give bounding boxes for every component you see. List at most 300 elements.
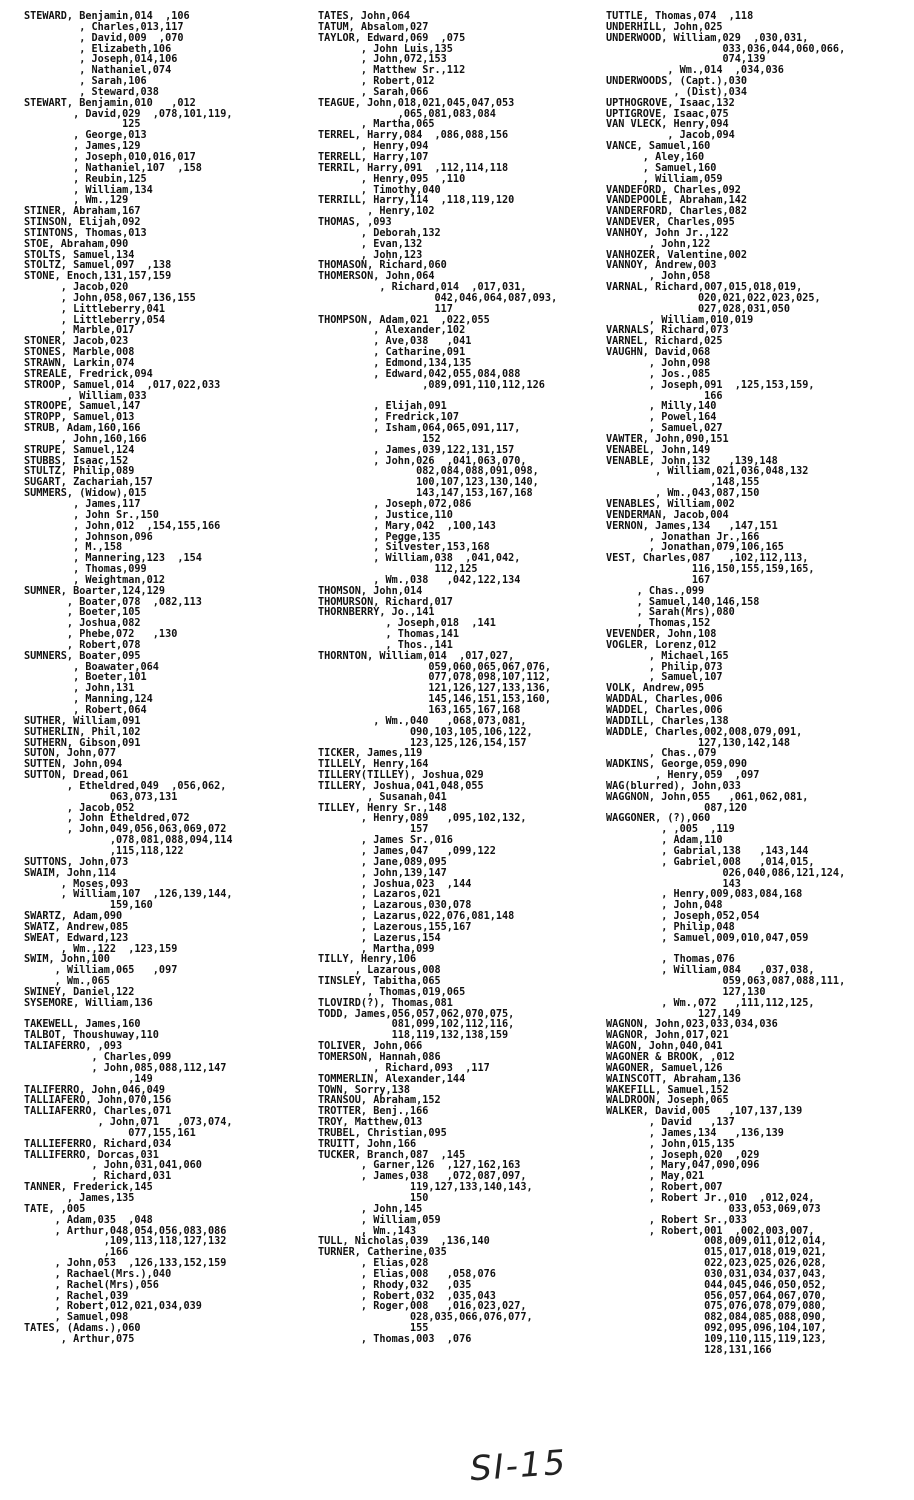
index-entry-line: VANCE, Samuel,160 <box>606 141 711 153</box>
index-entry-line: SUMNERS, Boater,095 <box>24 650 141 662</box>
index-entry-line: TILLERY, Joshua,041,048,055 <box>318 780 484 792</box>
index-entry-line: UPTHOGROVE, Isaac,132 <box>606 97 735 109</box>
index-entry-line: WAGONER & BROOK, ,012 <box>606 1052 735 1063</box>
index-entry-line: , William,059 <box>606 173 723 185</box>
index-entry-line: 100,107,123,130,140, <box>318 477 539 489</box>
index-entry-line: , Rachel(Mrs),056 <box>24 1279 159 1291</box>
index-entry-line: 022,023,025,026,028, <box>606 1258 827 1270</box>
index-entry-line: , Joseph,052,054 <box>606 911 760 923</box>
index-entry-line: , Jos.,085 <box>606 368 711 380</box>
index-entry-line: , Wm.,122 ,123,159 <box>24 943 178 955</box>
index-entry-line: , Steward,038 <box>24 86 159 98</box>
index-entry-line: WALDROON, Joseph,065 <box>606 1095 729 1107</box>
index-entry-line: , Rachel,039 <box>24 1290 129 1302</box>
index-entry-line: , Wm.,038 ,042,122,134 <box>318 574 521 586</box>
index-entry-line: , William,038 ,041,042, <box>318 553 521 565</box>
index-entry-line: , William,134 <box>24 184 153 196</box>
index-entry-line: SUTHERLIN, Phil,102 <box>24 726 141 738</box>
index-entry-line: , Gabriel,008 ,014,015, <box>606 856 815 868</box>
index-entry-line: , Jacob,094 <box>606 130 735 142</box>
index-entry-line: TALLIFERRO, Dorcas,031 <box>24 1149 159 1161</box>
index-entry-line: , Thomas,019,065 <box>318 986 466 998</box>
index-entry-line: , Henry,095 ,110 <box>318 173 466 185</box>
index-entry-line: , William,010,019 <box>606 314 754 326</box>
index-entry-line: 128,131,166 <box>606 1344 772 1356</box>
index-entry-line: , Silvester,153,168 <box>318 542 490 554</box>
index-entry-line: , Adam,035 ,048 <box>24 1214 153 1226</box>
index-entry-line: 027,028,031,050 <box>606 303 791 315</box>
index-entry-line: , Richard,031 <box>24 1171 172 1183</box>
index-entry-line: , Samuel,160 <box>606 162 717 174</box>
index-entry-line: 127,130 <box>606 986 766 998</box>
index-entry-line: , Wm.,040 ,068,073,081, <box>318 715 527 727</box>
index-entry-line: 163,165,167,168 <box>318 705 521 716</box>
index-entry-line: TROY, Matthew,013 <box>318 1117 423 1129</box>
index-entry-line: UPTIGROVE, Isaac,075 <box>606 108 729 120</box>
index-entry-line: , Justice,110 <box>318 509 453 521</box>
index-entry-line: 044,045,046,050,052, <box>606 1279 827 1291</box>
index-entry-line: , John Sr.,150 <box>24 509 159 521</box>
index-entry-line: 143,147,153,167,168 <box>318 488 533 500</box>
index-entry-line: ,115,118,122 <box>24 845 184 857</box>
index-entry-line: , Evan,132 <box>318 238 423 250</box>
index-entry-line: SUTTEN, John,094 <box>24 759 123 771</box>
index-entry-line: UNDERWOODS, (Capt.),030 <box>606 76 748 88</box>
index-entry-line: , Sarah,066 <box>318 86 429 98</box>
index-entry-line: TICKER, James,119 <box>318 748 423 760</box>
index-entry-line: TILLEY, Henry Sr.,148 <box>318 802 447 814</box>
index-entry-line: , John,123 <box>318 249 423 261</box>
index-entry-line: , Mary,047,090,096 <box>606 1160 760 1172</box>
index-entry-line: , Charles,013,117 <box>24 21 184 33</box>
index-entry-line: TRUBEL, Christian,095 <box>318 1127 447 1139</box>
index-entry-line: , Wm.,014 ,034,036 <box>606 65 784 77</box>
index-entry-line: , Timothy,040 <box>318 184 441 196</box>
index-entry-line: , ,005 ,119 <box>606 824 735 836</box>
index-entry-line: , Robert Jr.,010 ,012,024, <box>606 1192 815 1204</box>
index-entry-line: , John,026 ,041,063,070, <box>318 455 527 467</box>
index-entry-line: , Thomas,003 ,076 <box>318 1333 472 1345</box>
index-entry-line: 125 <box>24 119 141 131</box>
index-entry-line: STULTZ, Philip,089 <box>24 466 135 478</box>
index-entry-line: , John,012 ,154,155,166 <box>24 520 221 532</box>
index-entry-line: TOWN, Sorry,138 <box>318 1084 411 1096</box>
index-entry-line: , Martha,099 <box>318 943 435 955</box>
index-entry-line: , James,134 ,136,139 <box>606 1127 784 1139</box>
index-entry-line: , Lazarous,030,078 <box>318 900 472 912</box>
index-entry-line: 087,120 <box>606 802 748 814</box>
index-entry-line: , Littleberry,054 <box>24 314 166 326</box>
index-entry-line: , Joseph,091 ,125,153,159, <box>606 379 815 391</box>
index-entry-line: WADDEL, Charles,006 <box>606 705 723 716</box>
index-entry-line: VARNAL, Richard,007,015,018,019, <box>606 282 803 294</box>
index-entry-line: 082,084,085,088,090, <box>606 1312 827 1324</box>
index-entry-line: SUTTON, Dread,061 <box>24 770 129 782</box>
index-entry-line: TOLIVER, John,066 <box>318 1041 423 1053</box>
index-entry-line: , Wm.,065 <box>24 976 110 988</box>
index-entry-line: ,166 <box>24 1247 129 1259</box>
index-entry-line: 020,021,022,023,025, <box>606 292 821 304</box>
index-entry-line: 008,009,011,012,014, <box>606 1236 827 1248</box>
index-entry-line: VEST, Charles,087 ,102,112,113, <box>606 553 809 565</box>
index-entry-line: STRUB, Adam,160,166 <box>24 423 141 435</box>
index-entry-line: 030,031,034,037,043, <box>606 1268 827 1280</box>
index-entry-line: , Deborah,132 <box>318 227 441 239</box>
index-entry-line: TURNER, Catherine,035 <box>318 1247 447 1259</box>
index-entry-line: , John,160,166 <box>24 433 147 445</box>
index-entry-line: , Joseph,010,016,017 <box>24 151 196 163</box>
index-entry-line: 166 <box>606 390 723 402</box>
index-entry-line: , John,048 <box>606 900 723 912</box>
index-entry-line: , Sarah,106 <box>24 76 147 88</box>
index-column-1 <box>24 12 314 1346</box>
index-entry-line: STOE, Abraham,090 <box>24 238 129 250</box>
index-entry-line: STROOP, Samuel,014 ,017,022,033 <box>24 379 221 391</box>
index-entry-line: SWAIM, John,114 <box>24 867 117 879</box>
index-entry-line: STROOPE, Samuel,147 <box>24 401 141 413</box>
index-entry-line: TODD, James,056,057,062,070,075, <box>318 1008 515 1020</box>
index-entry-line: TERREL, Harry,084 ,086,088,156 <box>318 130 509 142</box>
index-entry-line: , John,098 <box>606 358 711 369</box>
index-entry-line: , Jacob,020 <box>24 282 129 294</box>
index-entry-line: , William,059 <box>318 1214 441 1226</box>
index-entry-line: 118,119,132,138,159 <box>318 1030 509 1042</box>
index-entry-line: , Lazerus,154 <box>318 932 441 944</box>
index-column-2 <box>318 12 614 1346</box>
index-entry-line: WAGNOR, John,017,021 <box>606 1030 729 1042</box>
index-entry-line: STRUPE, Samuel,124 <box>24 444 135 456</box>
index-entry-line: , Robert,007 <box>606 1182 723 1194</box>
index-entry-line: WAGONER, Samuel,126 <box>606 1062 723 1074</box>
index-entry-line: , Matthew Sr.,112 <box>318 65 466 77</box>
index-entry-line: UNDERWOOD, William,029 ,030,031, <box>606 32 809 44</box>
index-entry-line: , Fredrick,107 <box>318 412 460 424</box>
index-entry-line: STINER, Abraham,167 <box>24 206 141 218</box>
index-entry-line: TLOVIRD(?), Thomas,081 <box>318 997 453 1009</box>
index-entry-line: , James,117 <box>24 498 141 510</box>
index-entry-line: , Samuel,027 <box>606 423 723 435</box>
index-entry-line: VENDERMAN, Jacob,004 <box>606 509 729 521</box>
index-entry-line: , John,058 <box>606 271 711 283</box>
index-entry-line: , Henry,009,083,084,168 <box>606 889 803 901</box>
index-entry-line: , Philip,048 <box>606 921 735 933</box>
index-entry-line: , Wm.,143 <box>318 1225 417 1237</box>
index-entry-line: 056,057,064,067,070, <box>606 1290 827 1302</box>
index-entry-line: , Weightman,012 <box>24 574 166 586</box>
index-entry-line: VENABLES, William,002 <box>606 498 735 510</box>
index-entry-line: , Chas.,079 <box>606 748 717 760</box>
index-entry-line: , Elizabeth,106 <box>24 43 172 55</box>
index-entry-line: TOMERSON, Hannah,086 <box>318 1052 441 1063</box>
index-entry-line: VAUGHN, David,068 <box>606 347 711 359</box>
index-entry-line: 121,126,127,133,136, <box>318 683 552 695</box>
index-entry-line: SWIM, John,100 <box>24 954 110 966</box>
index-entry-line: STEWARD, Benjamin,014 ,106 <box>24 11 190 22</box>
index-entry-line: , Jane,089,095 <box>318 856 447 868</box>
index-entry-line: 116,150,155,159,165, <box>606 564 815 576</box>
index-entry-line: SWINEY, Daniel,122 <box>24 986 135 998</box>
index-entry-line: 028,035,066,076,077, <box>318 1312 533 1324</box>
index-entry-line: , Alexander,102 <box>318 325 466 337</box>
index-entry-line: 077,078,098,107,112, <box>318 672 552 684</box>
index-entry-line: , Philip,073 <box>606 661 723 673</box>
index-entry-line: TERRIL, Harry,091 ,112,114,118 <box>318 162 509 174</box>
index-entry-line: , William,065 ,097 <box>24 965 178 977</box>
index-entry-line: 063,073,131 <box>24 791 178 803</box>
index-entry-line: ,065,081,083,084 <box>318 108 496 120</box>
index-entry-line: , Wm.,043,087,150 <box>606 488 760 500</box>
index-entry-line: 109,110,115,119,123, <box>606 1333 827 1345</box>
index-entry-line: TOMMERLIN, Alexander,144 <box>318 1073 466 1085</box>
index-entry-line: , John,015,135 <box>606 1138 735 1150</box>
index-entry-line: , Joseph,072,086 <box>318 498 472 510</box>
index-entry-line: , Robert,032 ,035,043 <box>318 1290 496 1302</box>
index-entry-line: , John,145 <box>318 1203 423 1215</box>
index-entry-line: TUCKER, Branch,087 ,145 <box>318 1149 466 1161</box>
index-entry-line: TALIAFERRO, ,093 <box>24 1041 123 1053</box>
index-entry-line: , Samuel,107 <box>606 672 723 684</box>
index-entry-line: TALBOT, Thoushuway,110 <box>24 1030 159 1042</box>
index-entry-line: , May,021 <box>606 1171 705 1183</box>
index-entry-line: , Joseph,018 ,141 <box>318 618 496 630</box>
index-entry-line: 127,130,142,148 <box>606 737 791 749</box>
index-entry-line: 155 <box>318 1323 429 1335</box>
index-entry-line: 074,139 <box>606 54 766 66</box>
index-entry-line: WAGON, John,040,041 <box>606 1041 723 1053</box>
index-entry-line: , Lazerous,155,167 <box>318 921 472 933</box>
index-entry-line: , John,058,067,136,155 <box>24 292 196 304</box>
index-entry-line: , Boeter,105 <box>24 607 141 619</box>
index-entry-line: , Rhody,032 ,035 <box>318 1279 472 1291</box>
index-entry-line: , Nathaniel,107 ,158 <box>24 162 202 174</box>
index-entry-line: UNDERHILL, John,025 <box>606 21 723 33</box>
index-entry-line: , John,122 <box>606 238 711 250</box>
index-entry-line: VAN VLECK, Henry,094 <box>606 119 729 131</box>
index-entry-line: VANDERFORD, Charles,082 <box>606 206 748 218</box>
index-entry-line: , Joshua,023 ,144 <box>318 878 472 890</box>
index-entry-line: 015,017,018,019,021, <box>606 1247 827 1259</box>
index-entry-line: SYSEMORE, William,136 <box>24 997 153 1009</box>
index-entry-line: , Lazarous,008 <box>318 965 441 977</box>
index-entry-line: STONER, Jacob,023 <box>24 336 129 348</box>
index-entry-line: STOLTS, Samuel,134 <box>24 249 135 261</box>
index-entry-line: STUBBS, Isaac,152 <box>24 455 129 467</box>
index-entry-line: STROPP, Samuel,013 <box>24 412 135 424</box>
index-entry-line: , John Etheldred,072 <box>24 813 190 825</box>
index-entry-line: STREALE, Fredrick,094 <box>24 368 153 380</box>
index-entry-line: , Robert,064 <box>24 705 147 716</box>
index-entry-line: , James,129 <box>24 141 141 153</box>
index-entry-line: TERRILL, Harry,114 ,118,119,120 <box>318 195 515 207</box>
index-entry-line: , George,013 <box>24 130 147 142</box>
index-entry-line: , John,071 ,073,074, <box>24 1117 233 1129</box>
index-entry-line: 033,053,069,073 <box>606 1203 821 1215</box>
index-column-3 <box>606 12 910 1357</box>
index-entry-line: , Richard,093 ,117 <box>318 1062 490 1074</box>
index-entry-line: , Mannering,123 ,154 <box>24 553 202 565</box>
index-entry-line: , Edward,042,055,084,088 <box>318 368 521 380</box>
index-entry-line: STOLTZ, Samuel,097 ,138 <box>24 260 172 272</box>
index-entry-line: WADDILL, Charles,138 <box>606 715 729 727</box>
index-entry-line: TALLIAFERRO, Charles,071 <box>24 1106 172 1118</box>
index-entry-line: VANHOZER, Valentine,002 <box>606 249 748 261</box>
index-entry-line: TRUITT, John,166 <box>318 1138 417 1150</box>
index-entry-line: , Milly,140 <box>606 401 717 413</box>
index-entry-line: , Wm.,129 <box>24 195 129 207</box>
index-entry-line: VARNEL, Richard,025 <box>606 336 723 348</box>
index-entry-line: , Sarah(Mrs),080 <box>606 607 735 619</box>
index-entry-line: ,078,081,088,094,114 <box>24 835 233 847</box>
index-entry-line: VOGLER, Lorenz,012 <box>606 639 717 651</box>
index-entry-line: , Thos.,141 <box>318 639 453 651</box>
index-entry-line: 033,036,044,060,066, <box>606 43 846 55</box>
index-entry-line: SUTHERN, Gibson,091 <box>24 737 141 749</box>
index-entry-line: , James,135 <box>24 1192 135 1204</box>
index-entry-line: , Isham,064,065,091,117, <box>318 423 521 435</box>
index-entry-line: , Lazaros,021 <box>318 889 441 901</box>
index-entry-line: 112,125 <box>318 564 478 576</box>
index-entry-line: TATUM, Absalom,027 <box>318 21 429 33</box>
index-entry-line: TATE, ,005 <box>24 1203 86 1215</box>
index-entry-line: TILLERY(TILLEY), Joshua,029 <box>318 770 484 782</box>
index-entry-line: , Henry,102 <box>318 206 435 218</box>
index-entry-line: , Nathaniel,074 <box>24 65 172 77</box>
index-entry-line: WADDAL, Charles,006 <box>606 694 723 706</box>
index-entry-line: THOMERSON, John,064 <box>318 271 435 283</box>
index-entry-line: STRAWN, Larkin,074 <box>24 358 135 369</box>
index-entry-line: TALLIEFERRO, Richard,034 <box>24 1138 172 1150</box>
index-entry-line: THORNBERRY, Jo.,141 <box>318 607 435 619</box>
index-entry-line: , Wm.,072 ,111,112,125, <box>606 997 815 1009</box>
index-entry-line: , John,031,041,060 <box>24 1160 202 1172</box>
index-entry-line: 157 <box>318 824 429 836</box>
index-entry-line: WADDLE, Charles,002,008,079,091, <box>606 726 803 738</box>
index-entry-line: 117 <box>318 303 453 315</box>
index-entry-line: , William,084 ,037,038, <box>606 965 815 977</box>
index-entry-line: 145,146,151,153,160, <box>318 694 552 706</box>
index-entry-line: , Aley,160 <box>606 151 705 163</box>
index-entry-line: TROTTER, Benj.,166 <box>318 1106 429 1118</box>
index-entry-line: , Arthur,075 <box>24 1333 135 1345</box>
index-entry-line: , Chas.,099 <box>606 585 705 597</box>
index-entry-line: THOMAS, ,093 <box>318 217 392 229</box>
index-entry-line: , Joseph,014,106 <box>24 54 178 66</box>
index-entry-line: , Robert Sr.,033 <box>606 1214 748 1226</box>
index-entry-line: VENABLE, John,132 ,139,148 <box>606 455 778 467</box>
index-entry-line: , Edmond,134,135 <box>318 358 472 369</box>
index-entry-line: , Boeter,101 <box>24 672 147 684</box>
index-entry-line: ,148,155 <box>606 477 760 489</box>
index-entry-line: SUTTONS, John,073 <box>24 856 129 868</box>
index-entry-line: , John,049,056,063,069,072 <box>24 824 227 836</box>
index-entry-line: , Thomas,099 <box>24 564 147 576</box>
index-entry-line: 090,103,105,106,122, <box>318 726 533 738</box>
index-entry-line: 123,125,126,154,157 <box>318 737 527 749</box>
index-entry-line: 127,149 <box>606 1008 741 1020</box>
index-entry-line: , Gabrial,138 ,143,144 <box>606 845 809 857</box>
index-entry-line: , Adam,110 <box>606 835 723 847</box>
index-entry-line: , Elias,008 ,058,076 <box>318 1268 496 1280</box>
index-entry-line: , John Luis,135 <box>318 43 453 55</box>
index-entry-line: , Robert,012,021,034,039 <box>24 1301 202 1313</box>
index-entry-line: TERRELL, Harry,107 <box>318 151 429 163</box>
index-entry-line: , Henry,089 ,095,102,132, <box>318 813 527 825</box>
index-entry-line: 143 <box>606 878 741 890</box>
index-entry-line: TALIFERRO, John,046,049 <box>24 1084 166 1096</box>
index-entry-line: 077,155,161 <box>24 1127 196 1139</box>
index-entry-line: TRANSOU, Abraham,152 <box>318 1095 441 1107</box>
index-entry-line: , David,009 ,070 <box>24 32 184 44</box>
index-entry-line: , Jonathan Jr.,166 <box>606 531 760 543</box>
index-entry-line: TILLELY, Henry,164 <box>318 759 429 771</box>
index-entry-line: TATES, (Adams.),060 <box>24 1323 141 1335</box>
index-entry-line: WALKER, David,005 ,107,137,139 <box>606 1106 803 1118</box>
index-entry-line: STINSON, Elijah,092 <box>24 217 141 229</box>
index-entry-line: , James,039,122,131,157 <box>318 444 515 456</box>
index-entry-line: , Marble,017 <box>24 325 135 337</box>
index-entry-line: TANNER, Frederick,145 <box>24 1182 153 1194</box>
index-entry-line: , Roger,008 ,016,023,027, <box>318 1301 527 1313</box>
index-entry-line: , William,107 ,126,139,144, <box>24 889 233 901</box>
index-entry-line: , Thomas,076 <box>606 954 735 966</box>
index-entry-line: , Thomas,152 <box>606 618 711 630</box>
index-entry-line: TULL, Nicholas,039 ,136,140 <box>318 1236 490 1248</box>
index-entry-line: WAGGONER, (?),060 <box>606 813 711 825</box>
index-entry-line: 081,099,102,112,116, <box>318 1019 515 1031</box>
index-entry-line: , John,085,088,112,147 <box>24 1062 227 1074</box>
index-entry-line: , Arthur,048,054,056,083,086 <box>24 1225 227 1237</box>
index-entry-line: 159,160 <box>24 900 153 912</box>
index-entry-line: TATES, John,064 <box>318 11 411 22</box>
index-entry-line: , Joseph,020 ,029 <box>606 1149 760 1161</box>
index-entry-line: 092,095,096,104,107, <box>606 1323 827 1335</box>
index-entry-line: TUTTLE, Thomas,074 ,118 <box>606 11 754 22</box>
index-entry-line: THOMPSON, Adam,021 ,022,055 <box>318 314 490 326</box>
index-entry-line: , Michael,165 <box>606 650 729 662</box>
index-entry-line: WAGNON, John,023,033,034,036 <box>606 1019 778 1031</box>
index-entry-line: , William,021,036,048,132 <box>606 466 809 478</box>
index-entry-line: , Etheldred,049 ,056,062, <box>24 780 227 792</box>
index-entry-line: SUMMERS, (Widow),015 <box>24 488 147 500</box>
index-entry-line: , David ,137 <box>606 1117 735 1129</box>
index-entry-line: WAINSCOTT, Abraham,136 <box>606 1073 741 1085</box>
index-entry-line: , Garner,126 ,127,162,163 <box>318 1160 521 1172</box>
index-entry-line: , Henry,059 ,097 <box>606 770 760 782</box>
index-entry-line: , (Dist),034 <box>606 86 748 98</box>
index-entry-line: VERNON, James,134 ,147,151 <box>606 520 778 532</box>
index-entry-line: ,109,113,118,127,132 <box>24 1236 227 1248</box>
index-entry-line: TAKEWELL, James,160 <box>24 1019 141 1031</box>
index-entry-line: , Joshua,082 <box>24 618 141 630</box>
index-entry-line: , Susanah,041 <box>318 791 447 803</box>
index-entry-line: TILLY, Henry,106 <box>318 954 417 966</box>
index-entry-line: 059,060,065,067,076, <box>318 661 552 673</box>
index-entry-line: , Jonathan,079,106,165 <box>606 542 784 554</box>
index-entry-line: WAGGNON, John,055 ,061,062,081, <box>606 791 809 803</box>
index-entry-line: 150 <box>318 1192 429 1204</box>
index-entry-line: VENABEL, John,149 <box>606 444 711 456</box>
index-entry-line: TAYLOR, Edward,069 ,075 <box>318 32 466 44</box>
index-entry-line: 167 <box>606 574 711 586</box>
index-entry-line: , Robert,001 ,002,003,007, <box>606 1225 815 1237</box>
index-entry-line: VANDEVER, Charles,095 <box>606 217 735 229</box>
index-entry-line: SUTON, John,077 <box>24 748 117 760</box>
index-entry-line: VOLK, Andrew,095 <box>606 683 705 695</box>
index-entry-line: , Thomas,141 <box>318 629 460 641</box>
index-entry-line: , Elias,028 <box>318 1258 429 1270</box>
index-entry-line: , Littleberry,041 <box>24 303 166 315</box>
index-entry-line: , John,072,153 <box>318 54 447 66</box>
